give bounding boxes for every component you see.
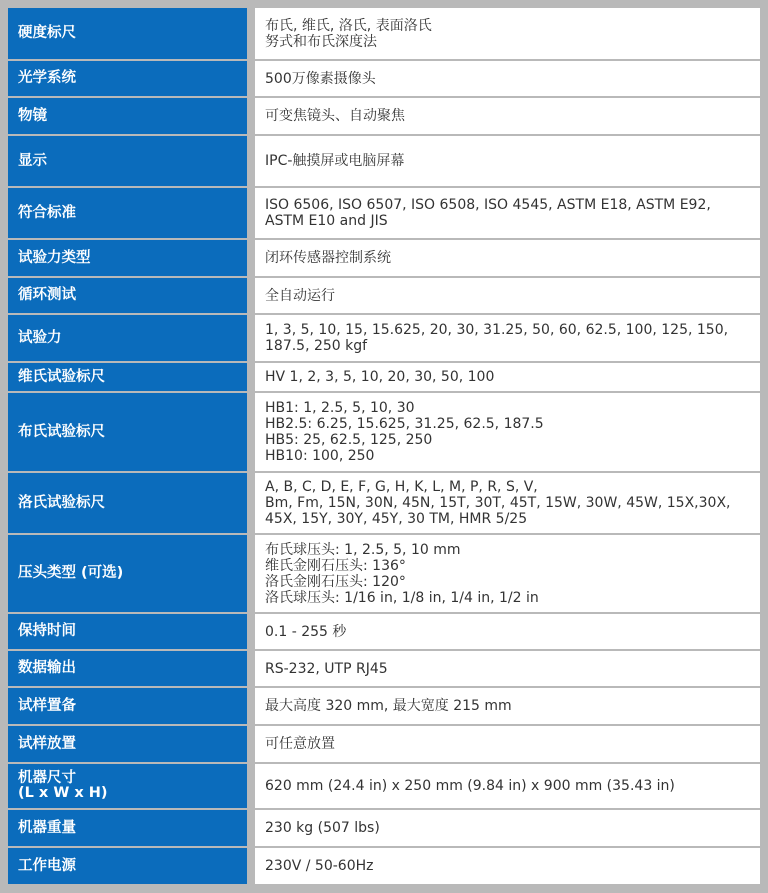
- spec-label-line: 符合标准: [18, 204, 76, 221]
- spec-value-line: 最大高度 320 mm, 最大宽度 215 mm: [265, 698, 512, 714]
- spec-label-line: (L x W x H): [18, 785, 108, 801]
- spec-label: [8, 688, 247, 726]
- spec-value: [255, 393, 760, 473]
- spec-value: [255, 810, 760, 848]
- column-gap: [247, 61, 255, 98]
- column-gap: [247, 98, 255, 136]
- spec-label-line: 压头类型 (可选): [18, 565, 124, 581]
- column-gap: [247, 651, 255, 688]
- spec-value: [255, 535, 760, 614]
- spec-label-line: 机器尺寸: [18, 770, 76, 786]
- spec-value-line: HB5: 25, 62.5, 125, 250: [265, 432, 433, 448]
- spec-label: [8, 98, 247, 136]
- spec-value: [255, 651, 760, 688]
- spec-label: [8, 188, 247, 240]
- spec-value-line: A, B, C, D, E, F, G, H, K, L, M, P, R, S, V,: [265, 479, 538, 495]
- column-gap: [247, 188, 255, 240]
- column-gap: [247, 688, 255, 726]
- spec-value-line: 布氏, 维氏, 洛氏, 表面洛氏: [265, 17, 432, 34]
- spec-label: [8, 535, 247, 614]
- spec-label: [8, 810, 247, 848]
- spec-value-line: 230V / 50-60Hz: [265, 858, 374, 874]
- spec-value: [255, 188, 760, 240]
- spec-label-line: 试样放置: [18, 735, 76, 752]
- spec-label: [8, 240, 247, 278]
- column-gap: [247, 240, 255, 278]
- column-gap: [247, 136, 255, 188]
- spec-value: [255, 764, 760, 810]
- spec-label: [8, 315, 247, 363]
- spec-value: [255, 136, 760, 188]
- spec-value-line: 1, 3, 5, 10, 15, 15.625, 20, 30, 31.25, 50, 60, 62.5, 100, 125, 150,: [265, 322, 729, 338]
- spec-label: [8, 393, 247, 473]
- spec-value-line: 全自动运行: [265, 287, 335, 304]
- spec-value-line: 可变焦镜头、自动聚焦: [265, 108, 405, 124]
- spec-value-line: ISO 6506, ISO 6507, ISO 6508, ISO 4545, ASTM E18, ASTM E92,: [265, 197, 711, 213]
- spec-label-line: 光学系统: [18, 70, 76, 86]
- spec-value: [255, 315, 760, 363]
- spec-value-line: 维氏金刚石压头: 136°: [265, 557, 406, 574]
- column-gap: [247, 363, 255, 393]
- column-gap: [247, 810, 255, 848]
- spec-label-line: 保持时间: [18, 623, 76, 639]
- column-gap: [247, 278, 255, 315]
- column-gap: [247, 8, 255, 61]
- spec-value: [255, 848, 760, 886]
- column-gap: [247, 393, 255, 473]
- spec-label: [8, 614, 247, 651]
- spec-label: [8, 473, 247, 535]
- spec-value-line: 闭环传感器控制系统: [265, 250, 391, 266]
- spec-value-line: 230 kg (507 lbs): [265, 820, 380, 836]
- spec-value-line: 洛氏球压头: 1/16 in, 1/8 in, 1/4 in, 1/2 in: [265, 589, 539, 606]
- spec-value-line: 洛氏金刚石压头: 120°: [265, 573, 406, 590]
- spec-label-line: 布氏试验标尺: [18, 423, 105, 440]
- spec-value: [255, 98, 760, 136]
- spec-label-line: 硬度标尺: [18, 25, 76, 41]
- spec-label-line: 物镜: [18, 107, 47, 124]
- spec-value-line: 187.5, 250 kgf: [265, 338, 368, 354]
- column-gap: [247, 614, 255, 651]
- spec-value: [255, 473, 760, 535]
- column-gap: [247, 848, 255, 886]
- spec-value: [255, 61, 760, 98]
- column-gap: [247, 315, 255, 363]
- spec-value-line: 可任意放置: [265, 736, 335, 752]
- spec-value: [255, 726, 760, 764]
- spec-value: [255, 278, 760, 315]
- column-gap: [247, 473, 255, 535]
- spec-value-line: HB10: 100, 250: [265, 448, 375, 464]
- spec-value-line: 620 mm (24.4 in) x 250 mm (9.84 in) x 900 mm (35.43 in): [265, 778, 675, 794]
- column-gap: [247, 726, 255, 764]
- spec-label-line: 机器重量: [18, 819, 76, 836]
- spec-value-line: 布氏球压头: 1, 2.5, 5, 10 mm: [265, 541, 461, 558]
- spec-label-line: 工作电源: [18, 857, 76, 874]
- spec-label-line: 显示: [18, 152, 47, 169]
- spec-value-line: ASTM E10 and JIS: [265, 213, 388, 229]
- spec-value-line: 努式和布氏深度法: [265, 33, 377, 50]
- spec-value: [255, 688, 760, 726]
- spec-label: [8, 61, 247, 98]
- spec-label: [8, 136, 247, 188]
- spec-label-line: 试验力类型: [18, 249, 91, 266]
- spec-value: [255, 363, 760, 393]
- spec-value-line: IPC-触摸屏或电脑屏幕: [265, 153, 405, 169]
- spec-label: [8, 764, 247, 810]
- specification-table: [8, 8, 760, 886]
- spec-label-line: 试验力: [18, 329, 62, 346]
- spec-label-line: 试样置备: [18, 697, 76, 714]
- spec-label: [8, 726, 247, 764]
- spec-value-line: HB2.5: 6.25, 15.625, 31.25, 62.5, 187.5: [265, 416, 544, 432]
- spec-value-line: 0.1 - 255 秒: [265, 623, 347, 640]
- column-gap: [247, 764, 255, 810]
- spec-label: [8, 278, 247, 315]
- spec-value: [255, 240, 760, 278]
- spec-value: [255, 8, 760, 61]
- spec-label-line: 数据输出: [18, 660, 76, 676]
- spec-label: [8, 363, 247, 393]
- spec-label: [8, 8, 247, 61]
- spec-value-line: RS-232, UTP RJ45: [265, 660, 388, 677]
- spec-label-line: 洛氏试验标尺: [18, 494, 105, 511]
- spec-label: [8, 651, 247, 688]
- spec-label-line: 循环测试: [18, 287, 76, 303]
- spec-value: [255, 614, 760, 651]
- spec-label: [8, 848, 247, 886]
- column-gap: [247, 535, 255, 614]
- spec-value-line: HB1: 1, 2.5, 5, 10, 30: [265, 400, 415, 416]
- spec-value-line: 500万像素摄像头: [265, 70, 376, 87]
- spec-value-line: Bm, Fm, 15N, 30N, 45N, 15T, 30T, 45T, 15W, 30W, 45W, 15X,30X,: [265, 495, 731, 511]
- spec-label-line: 维氏试验标尺: [18, 368, 105, 385]
- spec-value-line: 45X, 15Y, 30Y, 45Y, 30 TM, HMR 5/25: [265, 511, 528, 527]
- spec-value-line: HV 1, 2, 3, 5, 10, 20, 30, 50, 100: [265, 369, 495, 385]
